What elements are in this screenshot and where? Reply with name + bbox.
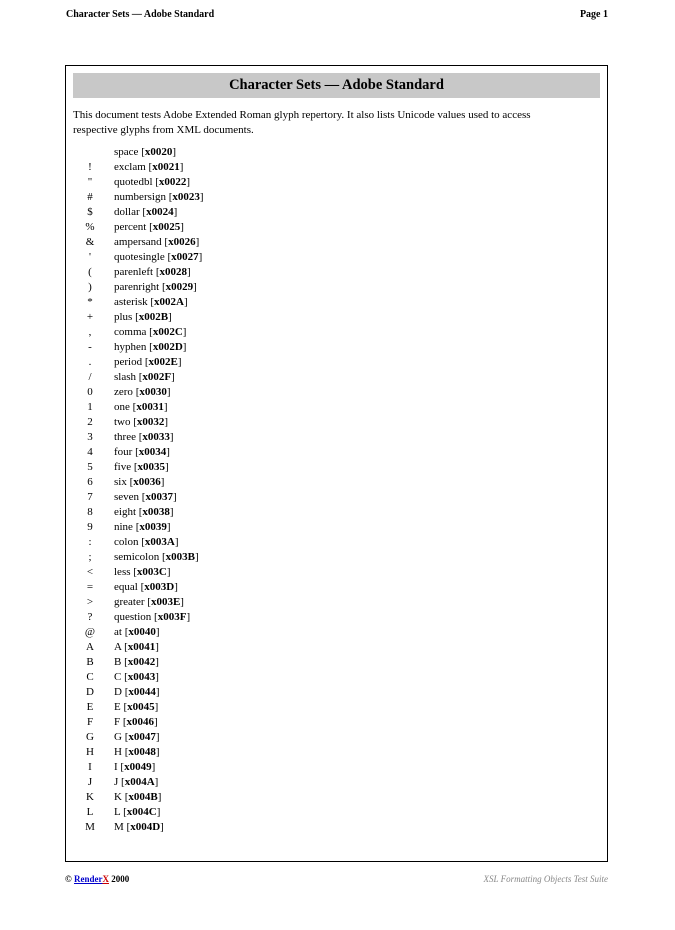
glyph-row xyxy=(66,250,466,265)
glyph-row xyxy=(66,235,466,250)
glyph-name: three xyxy=(114,431,136,443)
glyph-unicode-value: x002E xyxy=(148,356,178,368)
glyph-row xyxy=(66,580,466,595)
glyph-row xyxy=(66,460,466,475)
glyph-character: ' xyxy=(89,251,91,263)
glyph-character: 5 xyxy=(87,461,93,473)
glyph-description: nine [x0039] xyxy=(114,521,171,533)
glyph-row xyxy=(66,820,466,835)
glyph-row xyxy=(66,175,466,190)
glyph-name: eight xyxy=(114,506,136,518)
glyph-description: percent [x0025] xyxy=(114,221,184,233)
glyph-unicode-value: x003C xyxy=(136,566,167,578)
glyph-description: K [x004B] xyxy=(114,791,162,803)
glyph-character: D xyxy=(86,686,94,698)
glyph-character: K xyxy=(86,791,94,803)
glyph-character: 2 xyxy=(87,416,93,428)
glyph-character: % xyxy=(85,221,95,233)
glyph-row xyxy=(66,595,466,610)
glyph-row xyxy=(66,370,466,385)
glyph-character: = xyxy=(86,581,94,593)
glyph-character: 3 xyxy=(87,431,93,443)
glyph-unicode-value: x0026 xyxy=(168,236,196,248)
glyph-name: J xyxy=(114,776,119,788)
glyph-row xyxy=(66,220,466,235)
glyph-character: I xyxy=(88,761,92,773)
glyph-unicode-value: x003F xyxy=(157,611,187,623)
glyph-row xyxy=(66,325,466,340)
glyph-unicode-value: x002C xyxy=(152,326,183,338)
glyph-description: J [x004A] xyxy=(114,776,159,788)
glyph-description: quotesingle [x0027] xyxy=(114,251,203,263)
glyph-character: " xyxy=(87,176,93,188)
glyph-character: ) xyxy=(88,281,92,293)
glyph-character: M xyxy=(85,821,95,833)
footer-copyright xyxy=(65,874,129,884)
glyph-unicode-value: x0048 xyxy=(128,746,156,758)
glyph-row xyxy=(66,280,466,295)
page-number: Page 1 xyxy=(579,9,608,20)
glyph-description: L [x004C] xyxy=(114,806,161,818)
copyright-year: 2000 xyxy=(111,874,130,884)
glyph-unicode-value: x0025 xyxy=(152,221,181,233)
glyph-description: colon [x003A] xyxy=(114,536,179,548)
content-frame xyxy=(65,65,608,862)
glyph-unicode-value: x004A xyxy=(124,776,155,788)
glyph-unicode-value: x003E xyxy=(150,596,181,608)
glyph-character: L xyxy=(86,806,94,818)
glyph-name: ampersand xyxy=(114,236,162,248)
glyph-name: G xyxy=(114,731,122,743)
glyph-name: M xyxy=(114,821,124,833)
glyph-row xyxy=(66,190,466,205)
glyph-unicode-value: x0024 xyxy=(146,206,174,218)
glyph-character: E xyxy=(86,701,94,713)
glyph-description: plus [x002B] xyxy=(114,311,172,323)
glyph-name: percent xyxy=(114,221,147,233)
glyph-unicode-value: x003D xyxy=(144,581,175,593)
glyph-row xyxy=(66,790,466,805)
glyph-row xyxy=(66,400,466,415)
glyph-character: 7 xyxy=(87,491,93,503)
glyph-row xyxy=(66,730,466,745)
glyph-unicode-value: x0033 xyxy=(142,431,170,443)
glyph-description: eight [x0038] xyxy=(114,506,174,518)
glyph-unicode-value: x0021 xyxy=(152,161,180,173)
glyph-character: , xyxy=(88,326,92,338)
glyph-name: B xyxy=(114,656,122,668)
glyph-description: G [x0047] xyxy=(114,731,160,743)
glyph-description: five [x0035] xyxy=(114,461,169,473)
glyph-character: ? xyxy=(87,611,93,623)
glyph-name: space xyxy=(114,146,139,158)
glyph-name: zero xyxy=(114,386,133,398)
glyph-name: hyphen xyxy=(114,341,147,353)
glyph-row xyxy=(66,355,466,370)
glyph-unicode-value: x004D xyxy=(130,821,161,833)
glyph-name: F xyxy=(114,716,121,728)
glyph-description: M [x004D] xyxy=(114,821,164,833)
glyph-unicode-value: x002D xyxy=(152,341,183,353)
glyph-unicode-value: x002B xyxy=(138,311,169,323)
glyph-character: & xyxy=(85,236,95,248)
glyph-character: H xyxy=(86,746,94,758)
glyph-description: B [x0042] xyxy=(114,656,159,668)
glyph-name: quotedbl xyxy=(114,176,153,188)
glyph-row xyxy=(66,655,466,670)
glyph-name: two xyxy=(114,416,131,428)
glyph-description: dollar [x0024] xyxy=(114,206,178,218)
running-header-title: Character Sets — Adobe Standard xyxy=(66,9,215,20)
glyph-name: question xyxy=(114,611,152,623)
glyph-description: C [x0043] xyxy=(114,671,159,683)
glyph-unicode-value: x0038 xyxy=(142,506,170,518)
glyph-row xyxy=(66,205,466,220)
glyph-character: ( xyxy=(88,266,92,278)
glyph-character: @ xyxy=(84,626,96,638)
glyph-character: A xyxy=(86,641,94,653)
glyph-name: parenright xyxy=(114,281,160,293)
glyph-name: K xyxy=(114,791,122,803)
glyph-unicode-value: x0046 xyxy=(126,716,155,728)
glyph-description: ampersand [x0026] xyxy=(114,236,200,248)
glyph-character: - xyxy=(88,341,92,353)
glyph-character: 6 xyxy=(87,476,93,488)
glyph-name: L xyxy=(114,806,121,818)
glyph-name: A xyxy=(114,641,122,653)
glyph-description: one [x0031] xyxy=(114,401,168,413)
glyph-character: F xyxy=(86,716,94,728)
intro-paragraph: This document tests Adobe Extended Roman glyph repertory. It also lists Unicode values used to access respective glyphs from XML documents. xyxy=(73,109,531,136)
glyph-description: seven [x0037] xyxy=(114,491,177,503)
glyph-description: at [x0040] xyxy=(114,626,160,638)
glyph-description: parenright [x0029] xyxy=(114,281,197,293)
copyright-symbol: © xyxy=(65,874,72,884)
glyph-row xyxy=(66,145,466,160)
glyph-unicode-value: x003A xyxy=(144,536,175,548)
glyph-row xyxy=(66,385,466,400)
glyph-name: equal xyxy=(114,581,138,593)
glyph-description: H [x0048] xyxy=(114,746,160,758)
glyph-name: H xyxy=(114,746,122,758)
glyph-row xyxy=(66,520,466,535)
glyph-character: > xyxy=(86,596,94,608)
glyph-name: greater xyxy=(114,596,145,608)
glyph-name: four xyxy=(114,446,133,458)
glyph-character: 4 xyxy=(87,446,93,458)
glyph-row xyxy=(66,670,466,685)
glyph-name: comma xyxy=(114,326,147,338)
glyph-row xyxy=(66,625,466,640)
glyph-row xyxy=(66,775,466,790)
glyph-row xyxy=(66,715,466,730)
glyph-character: B xyxy=(86,656,94,668)
document-title: Character Sets — Adobe Standard xyxy=(73,73,600,98)
footer-suite-name: XSL Formatting Objects Test Suite xyxy=(483,874,608,884)
glyph-character: + xyxy=(86,311,94,323)
glyph-description: semicolon [x003B] xyxy=(114,551,199,563)
glyph-description: quotedbl [x0022] xyxy=(114,176,191,188)
glyph-unicode-value: x0040 xyxy=(128,626,156,638)
glyph-character: : xyxy=(88,536,92,548)
glyph-character: / xyxy=(88,371,92,383)
glyph-row xyxy=(66,550,466,565)
glyph-list xyxy=(66,145,466,835)
glyph-unicode-value: x0042 xyxy=(127,656,156,668)
glyph-row xyxy=(66,475,466,490)
glyph-description: less [x003C] xyxy=(114,566,171,578)
glyph-unicode-value: x0036 xyxy=(133,476,161,488)
glyph-name: less xyxy=(114,566,131,578)
glyph-row xyxy=(66,685,466,700)
glyph-row xyxy=(66,760,466,775)
glyph-character: ; xyxy=(88,551,92,563)
glyph-row xyxy=(66,415,466,430)
glyph-name: period xyxy=(114,356,143,368)
glyph-unicode-value: x0049 xyxy=(124,761,152,773)
glyph-unicode-value: x0020 xyxy=(144,146,173,158)
glyph-character: * xyxy=(87,296,93,308)
glyph-unicode-value: x0044 xyxy=(128,686,156,698)
glyph-character: G xyxy=(86,731,94,743)
glyph-description: period [x002E] xyxy=(114,356,182,368)
glyph-description: F [x0046] xyxy=(114,716,158,728)
glyph-description: slash [x002F] xyxy=(114,371,175,383)
glyph-character: 9 xyxy=(87,521,93,533)
glyph-unicode-value: x0039 xyxy=(139,521,167,533)
glyph-description: greater [x003E] xyxy=(114,596,184,608)
glyph-row xyxy=(66,640,466,655)
brand-x-link[interactable]: X xyxy=(102,874,109,884)
glyph-description: equal [x003D] xyxy=(114,581,178,593)
glyph-character: # xyxy=(87,191,93,203)
glyph-description: numbersign [x0023] xyxy=(114,191,204,203)
glyph-name: quotesingle xyxy=(114,251,165,263)
glyph-row xyxy=(66,700,466,715)
glyph-description: space [x0020] xyxy=(114,146,177,158)
glyph-row xyxy=(66,445,466,460)
glyph-unicode-value: x0041 xyxy=(127,641,156,653)
glyph-unicode-value: x0028 xyxy=(159,266,188,278)
glyph-name: colon xyxy=(114,536,139,548)
glyph-name: parenleft xyxy=(114,266,154,278)
glyph-unicode-value: x0047 xyxy=(128,731,156,743)
glyph-name: five xyxy=(114,461,132,473)
glyph-character: J xyxy=(87,776,93,788)
glyph-description: question [x003F] xyxy=(114,611,191,623)
glyph-row xyxy=(66,805,466,820)
glyph-unicode-value: x0035 xyxy=(137,461,166,473)
glyph-row xyxy=(66,535,466,550)
glyph-unicode-value: x002F xyxy=(142,371,172,383)
glyph-description: four [x0034] xyxy=(114,446,170,458)
glyph-name: asterisk xyxy=(114,296,148,308)
glyph-row xyxy=(66,340,466,355)
glyph-row xyxy=(66,610,466,625)
glyph-unicode-value: x0032 xyxy=(136,416,165,428)
glyph-unicode-value: x003B xyxy=(165,551,195,563)
glyph-name: exclam xyxy=(114,161,146,173)
glyph-unicode-value: x0043 xyxy=(127,671,156,683)
glyph-name: dollar xyxy=(114,206,140,218)
glyph-description: two [x0032] xyxy=(114,416,169,428)
glyph-character: < xyxy=(86,566,94,578)
glyph-character: ! xyxy=(88,161,92,173)
glyph-row xyxy=(66,505,466,520)
glyph-unicode-value: x0027 xyxy=(171,251,199,263)
glyph-row xyxy=(66,310,466,325)
glyph-unicode-value: x004B xyxy=(128,791,158,803)
glyph-character: 0 xyxy=(87,386,93,398)
glyph-unicode-value: x0034 xyxy=(138,446,167,458)
glyph-unicode-value: x0045 xyxy=(127,701,155,713)
glyph-character: 8 xyxy=(87,506,93,518)
glyph-character: $ xyxy=(87,206,93,218)
glyph-character: 1 xyxy=(87,401,93,413)
glyph-name: E xyxy=(114,701,121,713)
glyph-description: D [x0044] xyxy=(114,686,160,698)
glyph-row xyxy=(66,565,466,580)
glyph-row xyxy=(66,490,466,505)
glyph-description: A [x0041] xyxy=(114,641,159,653)
glyph-row xyxy=(66,745,466,760)
glyph-character: . xyxy=(88,356,92,368)
glyph-description: asterisk [x002A] xyxy=(114,296,188,308)
glyph-name: semicolon xyxy=(114,551,160,563)
glyph-description: zero [x0030] xyxy=(114,386,171,398)
glyph-name: nine xyxy=(114,521,133,533)
glyph-unicode-value: x0023 xyxy=(172,191,200,203)
glyph-name: numbersign xyxy=(114,191,166,203)
glyph-description: E [x0045] xyxy=(114,701,159,713)
glyph-name: I xyxy=(114,761,118,773)
brand-render-link[interactable]: Render xyxy=(73,874,103,884)
glyph-name: six xyxy=(114,476,127,488)
glyph-row xyxy=(66,295,466,310)
glyph-unicode-value: x0031 xyxy=(136,401,164,413)
glyph-unicode-value: x004C xyxy=(126,806,157,818)
glyph-name: D xyxy=(114,686,122,698)
glyph-description: exclam [x0021] xyxy=(114,161,184,173)
glyph-row xyxy=(66,160,466,175)
glyph-description: comma [x002C] xyxy=(114,326,187,338)
glyph-row xyxy=(66,265,466,280)
glyph-unicode-value: x0029 xyxy=(165,281,194,293)
glyph-character: C xyxy=(86,671,94,683)
glyph-row xyxy=(66,430,466,445)
glyph-unicode-value: x0030 xyxy=(139,386,167,398)
glyph-unicode-value: x0037 xyxy=(145,491,173,503)
glyph-name: seven xyxy=(114,491,140,503)
glyph-name: plus xyxy=(114,311,133,323)
glyph-name: one xyxy=(114,401,130,413)
glyph-description: I [x0049] xyxy=(114,761,156,773)
glyph-description: six [x0036] xyxy=(114,476,165,488)
glyph-description: parenleft [x0028] xyxy=(114,266,191,278)
glyph-description: hyphen [x002D] xyxy=(114,341,187,353)
glyph-description: three [x0033] xyxy=(114,431,174,443)
glyph-name: C xyxy=(114,671,122,683)
glyph-unicode-value: x0022 xyxy=(158,176,187,188)
glyph-name: at xyxy=(114,626,122,638)
glyph-name: slash xyxy=(114,371,136,383)
glyph-unicode-value: x002A xyxy=(154,296,184,308)
